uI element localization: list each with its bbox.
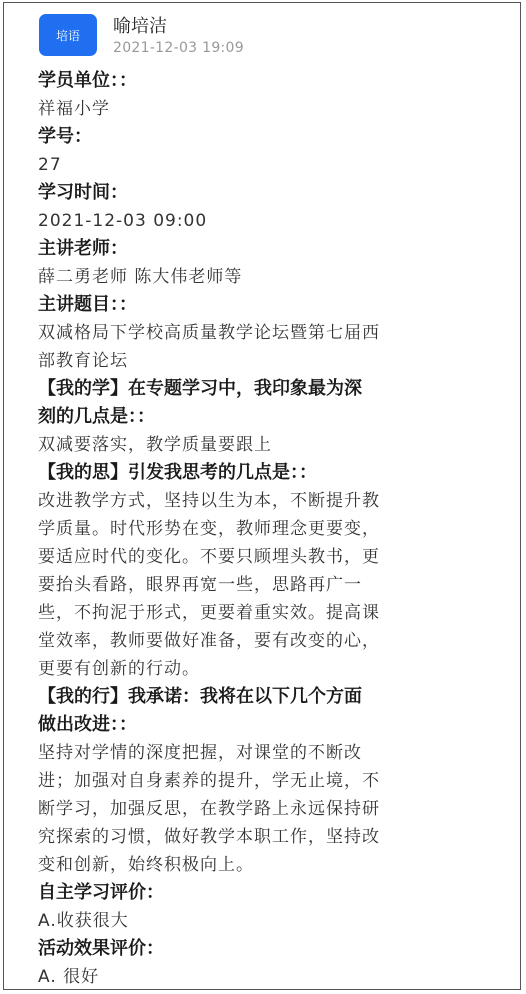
author-name[interactable]: 喻培洁 <box>113 16 167 37</box>
activity-evaluation-label: 活动效果评价： <box>38 938 164 959</box>
topic-value: 双减格局下学校高质量教学论坛暨第七届西 部教育论坛 <box>38 323 380 371</box>
student-id-value: 27 <box>38 155 62 175</box>
field-my-action <box>38 683 508 879</box>
my-action-label: 【我的行】我承诺：我将在以下几个方面 做出改进：： <box>38 686 362 735</box>
avatar[interactable] <box>39 14 97 56</box>
unit-label: 学员单位：： <box>38 70 137 91</box>
field-unit <box>38 67 508 123</box>
study-time-value: 2021-12-03 09:00 <box>38 211 208 231</box>
avatar-text: 培语 <box>55 28 80 43</box>
activity-evaluation-value: A. 很好 <box>38 967 100 987</box>
field-student-id <box>38 123 508 179</box>
self-evaluation-label: 自主学习评价： <box>38 882 164 903</box>
my-action-value: 坚持对学情的深度把握，对课堂的不断改 进；加强对自身素养的提升，学无止境，不 断学习，加强反思，在教学路上永远保持研 究探索的习惯，做好教学本职工作，坚持改 变和创新，始终积极向上。 <box>38 743 380 875</box>
self-evaluation-value: A.收获很大 <box>38 911 129 931</box>
topic-label: 主讲题目：： <box>38 294 137 315</box>
student-id-label: 学号： <box>38 126 92 147</box>
unit-value: 祥福小学 <box>38 99 110 119</box>
field-topic <box>38 291 508 375</box>
field-teacher <box>38 235 508 291</box>
teacher-value: 薛二勇老师 陈大伟老师等 <box>38 267 243 287</box>
field-my-thinking <box>38 459 508 683</box>
field-self-evaluation <box>38 879 508 935</box>
study-time-label: 学习时间： <box>38 182 128 203</box>
my-learning-label: 【我的学】在专题学习中，我印象最为深 刻的几点是：： <box>38 378 362 427</box>
post-timestamp: 2021-12-03 19:09 <box>113 40 244 56</box>
post-content <box>38 67 508 990</box>
field-activity-evaluation <box>38 935 508 990</box>
my-learning-value: 双减要落实，教学质量要跟上 <box>38 435 272 455</box>
my-thinking-label: 【我的思】引发我思考的几点是：： <box>38 462 317 483</box>
field-my-learning <box>38 375 508 459</box>
my-thinking-value: 改进教学方式，坚持以生为本，不断提升教 学质量。时代形势在变，教师理念更要变， 要适应时代的变化。不要只顾埋头教书，更 要抬头看路，眼界再宽一些，思路再广一 些，不拘泥于形式，更要着重实效。提高课 堂效率，教师要做好准备，要有改变的心， 更要有创新的行动。 <box>38 491 380 679</box>
field-study-time <box>38 179 508 235</box>
post-header <box>36 12 506 60</box>
teacher-label: 主讲老师： <box>38 238 128 259</box>
post-card <box>3 2 521 990</box>
